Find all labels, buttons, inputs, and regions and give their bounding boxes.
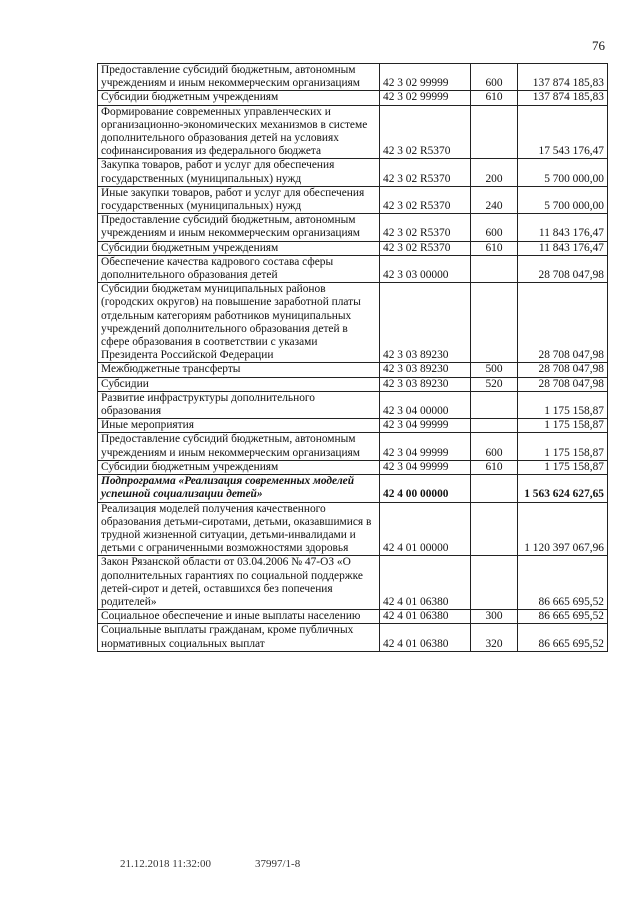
table-row (98, 283, 608, 363)
row-name: Субсидии бюджетным учреждениям (98, 241, 380, 255)
row-amount: 1 120 397 067,96 (518, 502, 608, 556)
row-name: Формирование современных управленческих и организационно-экономических механизмов в системе дополнительного образования детей на условиях софинансирования из федерального бюджета (98, 105, 380, 159)
row-amount: 17 543 176,47 (518, 105, 608, 159)
row-name: Межбюджетные трансферты (98, 363, 380, 377)
table-row (98, 64, 608, 91)
row-amount: 86 665 695,52 (518, 610, 608, 624)
row-expense-type (471, 556, 518, 610)
table-row (98, 460, 608, 474)
table-row (98, 214, 608, 241)
budget-table (97, 63, 608, 652)
table-row (98, 377, 608, 391)
row-expense-type: 500 (471, 363, 518, 377)
table-row (98, 91, 608, 105)
row-expense-type (471, 105, 518, 159)
row-code: 42 4 01 06380 (380, 556, 471, 610)
row-code: 42 4 01 00000 (380, 502, 471, 556)
row-amount: 1 175 158,87 (518, 433, 608, 460)
row-code: 42 3 02 R5370 (380, 214, 471, 241)
row-amount: 86 665 695,52 (518, 624, 608, 651)
row-amount: 1 175 158,87 (518, 391, 608, 418)
row-name: Социальные выплаты гражданам, кроме публичных нормативных социальных выплат (98, 624, 380, 651)
row-name: Предоставление субсидий бюджетным, автономным учреждениям и иным некоммерческим организациям (98, 64, 380, 91)
table-row (98, 391, 608, 418)
table-row (98, 241, 608, 255)
row-expense-type: 240 (471, 186, 518, 213)
table-row (98, 419, 608, 433)
row-expense-type (471, 502, 518, 556)
table-row (98, 502, 608, 556)
row-amount: 5 700 000,00 (518, 159, 608, 186)
table-row (98, 475, 608, 502)
row-code: 42 4 01 06380 (380, 624, 471, 651)
table-row (98, 610, 608, 624)
row-amount: 28 708 047,98 (518, 255, 608, 282)
row-name: Предоставление субсидий бюджетным, автономным учреждениям и иным некоммерческим организациям (98, 214, 380, 241)
row-expense-type: 600 (471, 214, 518, 241)
row-code: 42 3 02 99999 (380, 91, 471, 105)
row-amount: 28 708 047,98 (518, 283, 608, 363)
table-row (98, 105, 608, 159)
table-row (98, 255, 608, 282)
row-name: Субсидии бюджетным учреждениям (98, 460, 380, 474)
budget-table-body (98, 64, 608, 652)
row-expense-type (471, 391, 518, 418)
row-name: Иные мероприятия (98, 419, 380, 433)
row-code: 42 3 02 R5370 (380, 241, 471, 255)
row-code: 42 3 03 89230 (380, 377, 471, 391)
row-expense-type: 600 (471, 433, 518, 460)
row-code: 42 3 04 99999 (380, 433, 471, 460)
row-expense-type (471, 283, 518, 363)
footer-document-number: 37997/1-8 (255, 858, 301, 870)
page-number: 76 (592, 38, 605, 53)
row-amount: 137 874 185,83 (518, 91, 608, 105)
row-amount: 28 708 047,98 (518, 363, 608, 377)
row-name: Социальное обеспечение и иные выплаты населению (98, 610, 380, 624)
row-expense-type: 200 (471, 159, 518, 186)
row-code: 42 3 02 R5370 (380, 186, 471, 213)
row-name: Субсидии (98, 377, 380, 391)
table-row (98, 624, 608, 651)
row-name: Иные закупки товаров, работ и услуг для обеспечения государственных (муниципальных) нужд (98, 186, 380, 213)
row-amount: 11 843 176,47 (518, 241, 608, 255)
row-amount: 5 700 000,00 (518, 186, 608, 213)
row-name: Реализация моделей получения качественного образования детьми-сиротами, детьми, оказавшимися в трудной жизненной ситуации, детьми-инвалидами и детьми с ограниченными возможностями здоровья (98, 502, 380, 556)
row-amount: 28 708 047,98 (518, 377, 608, 391)
row-expense-type (471, 475, 518, 502)
row-expense-type (471, 255, 518, 282)
row-code: 42 3 03 89230 (380, 283, 471, 363)
row-name: Субсидии бюджетам муниципальных районов (городских округов) на повышение заработной платы отдельным категориям работников муниципальных учреждений дополнительного образования детей в сфере образования в соответствии с указами Президента Российской Федерации (98, 283, 380, 363)
row-expense-type: 610 (471, 460, 518, 474)
row-name: Развитие инфраструктуры дополнительного образования (98, 391, 380, 418)
footer-datetime: 21.12.2018 11:32:00 (120, 858, 211, 870)
row-code: 42 3 04 99999 (380, 460, 471, 474)
row-expense-type: 300 (471, 610, 518, 624)
row-amount: 1 563 624 627,65 (518, 475, 608, 502)
row-code: 42 3 03 89230 (380, 363, 471, 377)
row-name: Закон Рязанской области от 03.04.2006 № 47-ОЗ «О дополнительных гарантиях по социальной поддержке детей-сирот и детей, оставшихся без попечения родителей» (98, 556, 380, 610)
row-name: Подпрограмма «Реализация современных моделей успешной социализации детей» (98, 475, 380, 502)
row-amount: 1 175 158,87 (518, 460, 608, 474)
row-expense-type: 320 (471, 624, 518, 651)
row-amount: 11 843 176,47 (518, 214, 608, 241)
table-row (98, 556, 608, 610)
row-amount: 1 175 158,87 (518, 419, 608, 433)
row-expense-type: 610 (471, 91, 518, 105)
row-amount: 86 665 695,52 (518, 556, 608, 610)
row-expense-type: 600 (471, 64, 518, 91)
row-code: 42 3 04 00000 (380, 391, 471, 418)
row-name: Закупка товаров, работ и услуг для обеспечения государственных (муниципальных) нужд (98, 159, 380, 186)
row-name: Субсидии бюджетным учреждениям (98, 91, 380, 105)
row-code: 42 3 02 99999 (380, 64, 471, 91)
table-row (98, 363, 608, 377)
row-code: 42 3 02 R5370 (380, 105, 471, 159)
row-code: 42 4 00 00000 (380, 475, 471, 502)
table-row (98, 159, 608, 186)
row-code: 42 3 03 00000 (380, 255, 471, 282)
row-expense-type (471, 419, 518, 433)
table-row (98, 433, 608, 460)
row-amount: 137 874 185,83 (518, 64, 608, 91)
row-code: 42 3 04 99999 (380, 419, 471, 433)
row-name: Обеспечение качества кадрового состава сферы дополнительного образования детей (98, 255, 380, 282)
table-row (98, 186, 608, 213)
row-code: 42 4 01 06380 (380, 610, 471, 624)
row-expense-type: 520 (471, 377, 518, 391)
row-code: 42 3 02 R5370 (380, 159, 471, 186)
row-name: Предоставление субсидий бюджетным, автономным учреждениям и иным некоммерческим организациям (98, 433, 380, 460)
row-expense-type: 610 (471, 241, 518, 255)
